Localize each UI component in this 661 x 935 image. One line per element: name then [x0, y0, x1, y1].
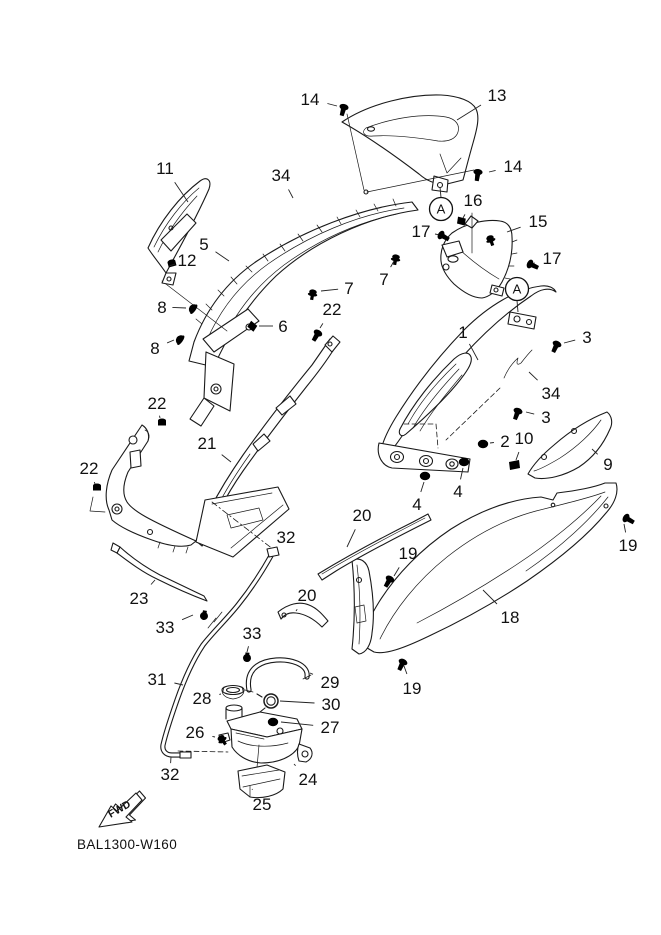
callout-29-label: 29: [320, 673, 340, 692]
bolt-icon: [307, 289, 318, 301]
callout-20-label: 20: [297, 586, 317, 605]
callout-20-leader: [347, 529, 355, 547]
callout-30-label: 30: [321, 695, 341, 714]
callout-17-label: 17: [411, 222, 431, 241]
grommet-icon: [187, 302, 199, 315]
callout-12-label: 12: [177, 251, 197, 270]
callout-23-label: 23: [129, 589, 149, 608]
callout-5-label: 5: [199, 235, 209, 254]
callout-21-label: 21: [197, 434, 217, 453]
callout-27-label: 27: [320, 718, 340, 737]
callout-17-leader: [435, 234, 438, 235]
part-20-bracket: [278, 603, 328, 627]
callout-14-leader: [489, 170, 496, 172]
callout-10-leader: [516, 452, 519, 460]
callout-29-leader: [310, 673, 313, 674]
part-18-bracket: [352, 559, 373, 654]
callout-19-label: 19: [402, 679, 422, 698]
callout-2-label: 2: [500, 432, 510, 451]
callout-34-leader: [529, 372, 538, 380]
callout-10-label: 10: [514, 429, 534, 448]
callout-32-label: 32: [276, 528, 296, 547]
grommet-icon: [174, 333, 186, 346]
screw-icon: [511, 407, 524, 421]
part-25-plate: [238, 765, 285, 798]
callout-18-label: 18: [500, 608, 520, 627]
fwd-arrow: [99, 791, 146, 827]
callout-30-leader: [280, 701, 315, 703]
callout-26-label: 26: [185, 723, 205, 742]
screw-icon: [395, 657, 408, 672]
callout-21-leader: [222, 455, 231, 462]
screw-icon: [621, 513, 636, 527]
callout-3-label: 3: [541, 408, 551, 427]
callout-31-label: 31: [147, 670, 167, 689]
ring-icon: [459, 458, 469, 466]
callout-6-label: 6: [278, 317, 288, 336]
callout-17-label: 17: [542, 249, 562, 268]
fwd-label: FWD: [106, 798, 133, 821]
screw-icon: [525, 259, 540, 272]
callout-8-label: 8: [150, 339, 160, 358]
callout-3-label: 3: [582, 328, 592, 347]
callout-19-label: 19: [398, 544, 418, 563]
callout-8-label: 8: [157, 298, 167, 317]
callout-34-label: 34: [541, 384, 561, 403]
callout-8-leader: [167, 340, 174, 343]
ring-icon: [268, 718, 278, 726]
ring-icon: [478, 440, 488, 448]
callout-34-label: 34: [271, 166, 291, 185]
bolt-icon: [390, 254, 401, 266]
callout-23-leader: [151, 580, 155, 585]
callout-7-label: 7: [344, 279, 354, 298]
ring-icon: [420, 472, 430, 480]
callout-5-leader: [216, 252, 230, 261]
part-30-clamp-ring: [257, 694, 278, 712]
callout-19-leader: [624, 524, 626, 532]
callout-2-leader: [490, 443, 494, 444]
screw-icon: [549, 339, 562, 354]
callout-33-leader: [247, 646, 249, 652]
clamp-icon: [240, 652, 252, 662]
callout-14-leader: [327, 104, 337, 107]
callout-14-label: 14: [300, 90, 320, 109]
callout-24-leader: [294, 764, 296, 766]
callout-14-label: 14: [503, 157, 523, 176]
nut-icon: [158, 419, 166, 426]
callout-26-leader: [212, 736, 215, 737]
callout-7-label: 7: [379, 270, 389, 289]
callout-22-leader: [320, 323, 323, 328]
callout-20-label: 20: [352, 506, 372, 525]
view-marker-label: A: [512, 281, 522, 297]
part-28-cap: [222, 686, 244, 700]
callout-22-label: 22: [322, 300, 342, 319]
callout-19-leader: [404, 666, 407, 674]
callout-24-label: 24: [298, 770, 318, 789]
callout-8-leader: [172, 307, 186, 308]
callout-11-label: 11: [156, 159, 174, 178]
callout-28-label: 28: [192, 689, 212, 708]
diagram-artwork: [77, 95, 617, 852]
callout-16-label: 16: [463, 191, 483, 210]
part-13-top-cover: [342, 95, 478, 194]
callout-19-label: 19: [618, 536, 638, 555]
plate-code: BAL1300-W160: [77, 837, 178, 852]
callout-33-leader: [182, 615, 193, 620]
callout-3-leader: [564, 340, 575, 343]
callout-34-leader: [289, 189, 294, 198]
bracket-icon: [509, 460, 520, 470]
callout-4-label: 4: [412, 495, 422, 514]
callout-13-label: 13: [487, 86, 507, 105]
nut-icon: [93, 484, 101, 491]
hose-29: [245, 660, 311, 692]
callout-22-leader: [94, 482, 95, 484]
callout-3-leader: [526, 412, 534, 414]
view-marker-label: A: [436, 201, 446, 217]
callout-22-leader: [160, 416, 161, 418]
callout-4-label: 4: [453, 482, 463, 501]
callout-16-leader: [463, 214, 465, 218]
callout-25-leader: [252, 789, 253, 790]
callout-33-label: 33: [242, 624, 262, 643]
part-18-lower-cover: [362, 483, 617, 653]
callout-32-label: 32: [160, 765, 180, 784]
callout-15-label: 15: [528, 212, 548, 231]
callout-9-label: 9: [603, 455, 613, 474]
callout-33-label: 33: [155, 618, 175, 637]
callout-4-leader: [421, 482, 424, 492]
callout-22-label: 22: [79, 459, 99, 478]
screw-icon: [310, 328, 324, 343]
hose-nipple-32-bottom: [180, 752, 191, 758]
callout-1-label: 1: [458, 323, 468, 342]
clamp-icon: [196, 609, 208, 620]
callout-22-label: 22: [147, 394, 167, 413]
part-23-strip: [111, 543, 207, 601]
hose-connector-32-top: [267, 547, 279, 557]
callout-25-label: 25: [252, 795, 272, 814]
callout-7-leader: [321, 289, 338, 291]
